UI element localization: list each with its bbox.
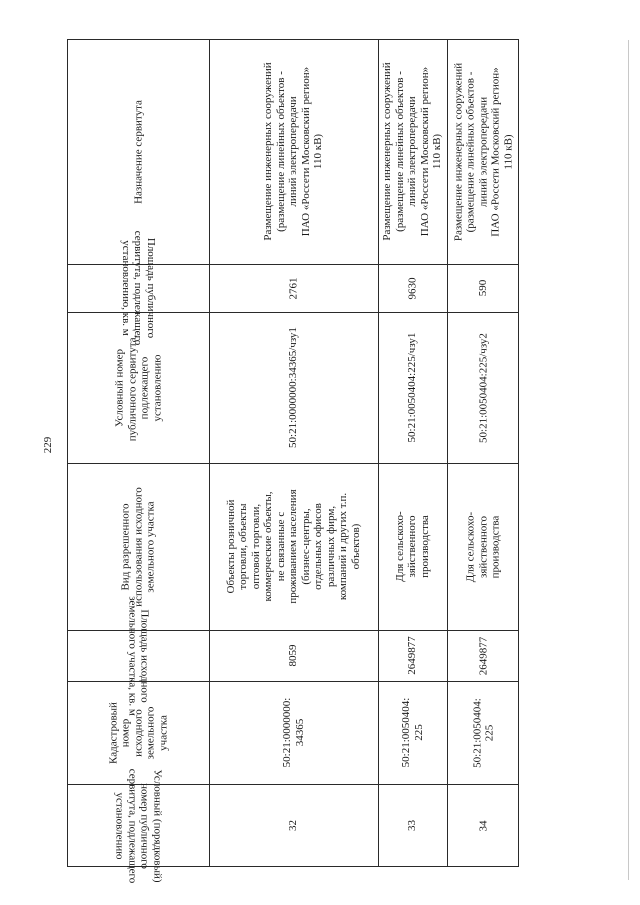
header-cond-num [67,312,209,463]
row-33-purpose [378,39,447,264]
row-32-cad-line: 34365 [293,718,306,747]
header-cond-num-line: публичного сервитута, [125,334,138,441]
row-32-num-line: 32 [287,820,300,831]
row-32-use-line: проживанием населения [287,489,300,604]
scan-edge-line [628,40,629,880]
row-33-area-serv-line: 9630 [406,277,419,299]
row-32-purpose-line: (размещение линейных объектов - [274,71,287,232]
row-34-num [447,784,519,867]
row-33-cad-line: 50:21:0050404: [400,697,412,768]
row-33-purpose-line: ПАО «Россети Московский регион» [418,66,431,237]
row-32-use-line: коммерческие объекты, [262,491,275,602]
header-cad-line: Кадастровый [106,701,119,764]
row-33-cad [378,681,447,784]
row-33-cond-num-line: 50:21:0050404:225/чзу1 [406,332,419,443]
row-32-cond-num [209,312,378,463]
row-32-area-serv [209,264,378,312]
row-34-area-src-line: 2649877 [476,636,489,675]
row-34-cond-num-line: 50:21:0050404:225/чзу2 [476,332,489,443]
row-32-area-src [209,630,378,681]
header-area-serv-line: Площадь публичного [144,237,157,339]
row-32-purpose-line: 110 кВ) [312,133,325,170]
row-34-cad-line: 50:21:0050404: [470,697,483,768]
header-cad-line: земельного [144,706,157,759]
row-33-purpose-line: Размещение инженерных сооружений [381,62,394,241]
row-33-use [378,463,447,630]
row-34-cad [447,681,519,784]
row-33-cond-num [378,312,447,463]
row-32-use-line: отдельных офисов [312,503,325,590]
row-32-area-src-line: 8059 [287,644,300,667]
row-34-use-line: зяйственного [476,515,489,578]
header-use-line: Вид разрешенного [119,502,132,591]
row-33-area-src [378,630,447,681]
row-34-num-line: 34 [476,820,489,831]
header-num-line: сервитута, подлежащего [126,768,138,883]
row-32-use-line: различных фирм, [324,505,337,588]
row-33-use-line: производства [418,515,431,578]
row-34-purpose-line: (размещение линейных объектов - [464,71,477,232]
row-33-num [378,784,447,867]
row-32-purpose [209,39,378,264]
header-area-serv-line: установлению, кв. м [119,240,132,336]
row-33-num-line: 33 [406,820,419,831]
row-34-purpose [447,39,519,264]
row-34-cond-num [447,312,519,463]
row-32-cad-line: 50:21:0000000: [281,697,293,768]
row-32-purpose-line: линий электропередачи [287,96,300,207]
row-32-num [209,784,378,867]
row-32-purpose-line: Размещение инженерных сооружений [262,62,275,241]
row-34-area-serv-line: 590 [476,279,489,297]
header-num-line: Условный (порядковый) [151,768,163,883]
header-cad-line: номер [119,718,132,747]
servitude-table [67,39,519,883]
header-use-line: земельного участка [144,500,157,593]
header-num-line: номер публичного [138,782,151,869]
header-area-src-line: земельного участка, кв. м [126,595,138,716]
row-32-purpose-line: ПАО «Россети Московский регион» [299,66,312,237]
row-32-cond-num-line: 50:21:0000000:34365/чзу1 [287,327,300,448]
header-cad-line: участка [156,714,169,751]
row-32-use-line: оптовой торговли, [249,503,262,590]
row-34-area-src [447,630,519,681]
header-purpose-line: Назначение сервитута [131,99,144,204]
header-cond-num-line: Условный номер [113,348,125,427]
header-area-serv-line: сервитута, подлежащего [132,230,145,346]
row-32-use-line: не связанные с [274,511,287,582]
row-32-use-line: объектов) [349,523,362,570]
header-area-src [67,595,209,716]
row-34-purpose-line: Размещение инженерных сооружений [451,62,464,241]
header-use-line: использования исходного [131,486,144,607]
row-33-use-line: зяйственного [406,515,419,578]
row-32-use [209,463,378,630]
row-33-purpose-line: линий электропередачи [406,96,419,207]
row-33-purpose-line: 110 кВ) [431,133,444,170]
row-32-area-serv-line: 2761 [287,277,300,299]
header-cad-line: исходного [131,708,144,757]
row-33-use-line: Для сельскохо- [393,511,406,582]
row-34-purpose-line: ПАО «Россети Московский регион» [489,66,502,237]
row-33-area-src-line: 2649877 [406,636,419,675]
row-32-use-line: компаний и других т.п. [337,492,350,601]
row-34-area-serv [447,264,519,312]
page-number: 229 [42,436,54,454]
row-33-purpose-line: (размещение линейных объектов - [393,71,406,232]
row-34-cad-line: 225 [483,724,495,741]
row-34-purpose-line: линий электропередачи [476,96,489,207]
row-34-use [447,463,519,630]
header-area-serv [67,230,209,346]
row-32-use-line: Объекты розничной [224,499,237,594]
row-34-purpose-line: 110 кВ) [501,133,514,170]
row-32-use-line: (бизнес-центры, [299,508,312,585]
row-32-cad [209,681,378,784]
header-num-line: установлению [113,791,126,859]
row-34-use-line: производства [489,515,502,578]
header-cond-num-line: подлежащего [138,356,150,419]
row-33-cad-line: 225 [412,724,425,741]
row-32-use-line: торговли, объекты [237,503,250,590]
header-num [67,768,209,883]
header-cond-num-line: установлению [150,354,163,422]
row-33-area-serv [378,264,447,312]
row-34-use-line: Для сельскохо- [464,511,477,582]
header-area-src-line: Площадь исходного [138,608,151,703]
